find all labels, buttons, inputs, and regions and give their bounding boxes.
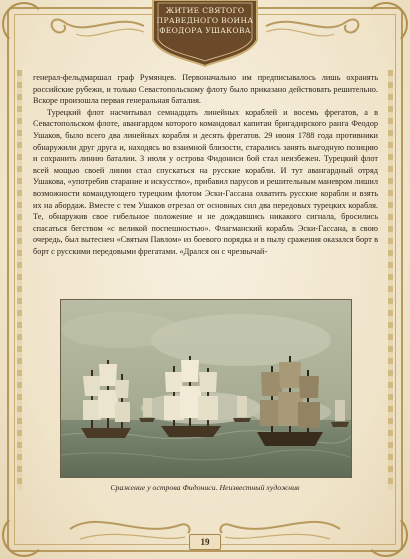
right-border-ornament	[388, 70, 393, 490]
header-line-2: ПРАВЕДНОГО ВОИНА	[156, 16, 254, 25]
figure-caption: Сражение у острова Фидониси. Неизвестный художник	[110, 483, 300, 492]
corner-ornament-top-left	[2, 2, 46, 46]
header-cartouche	[149, 0, 261, 68]
battle-painting	[60, 299, 352, 478]
header-line-1: ЖИТИЕ СВЯТОГО	[165, 6, 245, 15]
corner-ornament-bottom-right	[364, 513, 408, 557]
corner-ornament-bottom-left	[2, 513, 46, 557]
body-text	[33, 72, 378, 258]
header-line-3: ФЕОДОРА УШАКОВА	[159, 26, 251, 35]
painting-illustration	[61, 300, 352, 478]
corner-ornament-top-right	[364, 2, 408, 46]
paragraph: Турецкий флот насчитывал семнадцать линейных кораблей и восемь фрегатов, а в Севастопольском флоте, авангардом которого командовал капитан бригадирского ранга Феодор Ушаков, было всего два линейных корабля и десять фрегатов. 29 июня 1788 года противники обнаружили друг друга и, находясь во взаимной близости, старались занять выгодную позицию и сохранить линию баталии. 3 июля у острова Фидониси бой стал неизбежен. Турецкий флот всей мощью своей линии стал спускаться на русские корабли. И тут авангардный отряд Ушакова, «употребив старание и искусство», прибавил парусов и решительным маневром лишил возможности командующего турецким флотом Эски-Гассана охватить русские корабли и взять их на абордаж. Вместе с тем Ушаков отрезал от основных сил два передовых турецких корабля. Те, обнаружив свое гибельное положение и не дождавшись никакого сигнала, бросились спасаться бегством «с великой поспешностью». Флагманский корабль Эски-Гассана, в свою очередь, был вытеснен «Святым Павлом» из боевого порядка и в пылу сражения оказался борт в борт с русскими передовыми фрегатами. «Дрался он с чрезвычай-	[33, 107, 378, 256]
paragraph: генерал-фельдмаршал граф Румянцев. Первоначально им предписывалось лишь охранять российские рубежи, и только Севастопольскому флоту было приказано действовать решительно. Вскоре произошла первая генеральная баталия.	[33, 73, 378, 106]
left-border-ornament	[17, 70, 22, 490]
header-scroll-ornament-left	[46, 8, 146, 44]
header-scroll-ornament-right	[264, 8, 364, 44]
page-number: 19	[189, 534, 221, 550]
running-header	[149, 6, 261, 36]
